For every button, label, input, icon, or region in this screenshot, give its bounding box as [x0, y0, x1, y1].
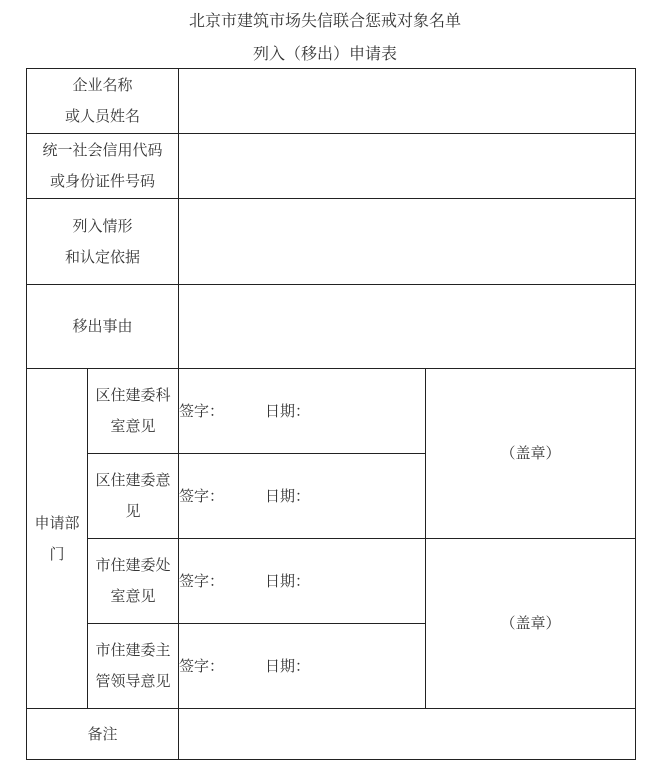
sign-cell-4[interactable]	[179, 624, 426, 709]
application-form-table	[26, 68, 636, 760]
date-label: 日期：	[265, 401, 311, 420]
field-removal[interactable]	[179, 285, 636, 369]
signature-label: 签字：	[179, 571, 225, 590]
signature-label: 签字：	[179, 656, 225, 675]
label-opinion-3-line2: 室意见	[110, 587, 156, 605]
label-basis-line1: 列入情形	[72, 216, 133, 235]
row-opinion-1	[27, 369, 636, 454]
row-notes	[27, 709, 636, 760]
date-label: 日期：	[265, 656, 311, 675]
label-notes: 备注	[27, 709, 179, 760]
label-code-line1: 统一社会信用代码	[42, 141, 163, 159]
label-basis-line2: 和认定依据	[65, 247, 141, 266]
label-opinion-4-line1: 市住建委主	[95, 641, 171, 659]
label-code-line2: 或身份证件号码	[50, 172, 156, 190]
label-code	[27, 134, 179, 199]
sign-cell-1[interactable]	[179, 369, 426, 454]
label-name-line2: 或人员姓名	[65, 107, 141, 125]
label-name	[27, 69, 179, 134]
label-opinion-1	[88, 369, 179, 454]
label-basis	[27, 199, 179, 285]
field-notes[interactable]	[179, 709, 636, 760]
row-code	[27, 134, 636, 199]
row-removal	[27, 285, 636, 369]
row-basis	[27, 199, 636, 285]
date-label: 日期：	[265, 486, 311, 505]
label-opinion-2-line2: 见	[125, 502, 141, 520]
label-name-line1: 企业名称	[72, 76, 133, 94]
field-code[interactable]	[179, 134, 636, 199]
label-opinion-1-line1: 区住建委科	[95, 386, 171, 404]
label-opinion-4-line2: 管领导意见	[95, 672, 171, 690]
form-title: 北京市建筑市场失信联合惩戒对象名单	[188, 11, 461, 30]
label-opinion-3	[88, 539, 179, 624]
field-basis[interactable]	[179, 199, 636, 285]
label-opinion-3-line1: 市住建委处	[95, 556, 171, 574]
label-department-line2: 门	[49, 544, 65, 563]
signature-label: 签字：	[179, 486, 225, 505]
seal-cell-2: （盖章）	[426, 539, 636, 709]
seal-cell-1: （盖章）	[426, 369, 636, 539]
row-name	[27, 69, 636, 134]
row-opinion-3	[27, 539, 636, 624]
label-opinion-2	[88, 454, 179, 539]
label-opinion-2-line1: 区住建委意	[95, 471, 171, 489]
label-removal: 移出事由	[27, 285, 179, 369]
label-opinion-1-line2: 室意见	[110, 417, 156, 435]
form-subtitle: 列入（移出）申请表	[252, 44, 397, 63]
sign-cell-3[interactable]	[179, 539, 426, 624]
label-department-line1: 申请部	[34, 513, 80, 532]
date-label: 日期：	[265, 571, 311, 590]
label-department	[27, 369, 88, 709]
sign-cell-2[interactable]	[179, 454, 426, 539]
field-name[interactable]	[179, 69, 636, 134]
label-opinion-4	[88, 624, 179, 709]
signature-label: 签字：	[179, 401, 225, 420]
